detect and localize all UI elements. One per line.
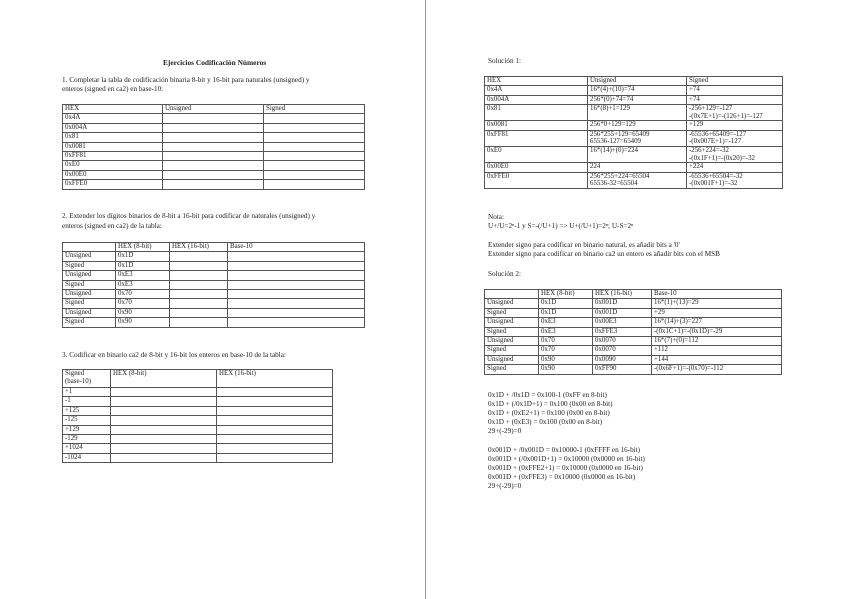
- calc-8bit-line-5: 29+(-29)=0: [488, 427, 522, 435]
- base10-cell: [228, 289, 365, 298]
- signed-line: -65536+65504=-32: [689, 172, 743, 180]
- signed-cell: [687, 163, 783, 172]
- signed-cell: [264, 123, 365, 132]
- extend-unsigned-note: Extender signo para codificar en binario natural, es añadir bits a '0': [488, 241, 680, 249]
- hex-cell: 0x81: [63, 133, 163, 142]
- table-row: [485, 163, 783, 172]
- table-row: [485, 121, 783, 130]
- base10-cell: 16*(1)+(13)=29: [652, 299, 782, 308]
- note-formula: U+/U=2ⁿ-1 y S=-(/U+1) => U+(/U+1)=2ⁿ; U-S=2ⁿ: [488, 222, 634, 230]
- table-row: [63, 123, 365, 132]
- type-cell: Unsigned: [485, 299, 539, 308]
- hex8-cell: [111, 406, 217, 415]
- signed-cell: [687, 172, 783, 188]
- table-row: [63, 299, 365, 308]
- hex16-cell: [170, 318, 228, 327]
- hex8-cell: 0x90: [539, 355, 593, 364]
- type-cell: Unsigned: [63, 289, 116, 298]
- signed-cell: [264, 161, 365, 170]
- hex8-cell: [111, 434, 217, 443]
- table-row: [63, 180, 365, 189]
- table-row: [63, 289, 365, 298]
- header-blank: [63, 243, 116, 252]
- hex8-cell: [111, 425, 217, 434]
- hex8-cell: 0x1D: [539, 299, 593, 308]
- unsigned-line: 16*(4)+(10)=74: [590, 86, 635, 94]
- question-3: 3. Codificar en binario ca2 de 8-bit y 16-bit los enteros en base-10 de la tabla:: [62, 351, 286, 359]
- type-cell: Signed: [485, 346, 539, 355]
- table-row: [63, 114, 365, 123]
- calc-16bit-line-4: 0x001D + (0xFFE3) = 0x10000 (0x0000 en 16-bit): [488, 473, 636, 481]
- exercise-title: Ejercicios Codificación Números: [163, 58, 267, 67]
- type-cell: Unsigned: [485, 318, 539, 327]
- table-row: [485, 355, 782, 364]
- table-row: [63, 388, 333, 397]
- table-row: [485, 299, 782, 308]
- hex-cell: 0xFF81: [485, 130, 588, 146]
- hex16-cell: [217, 434, 333, 443]
- type-cell: Signed: [485, 308, 539, 317]
- hex16-cell: [170, 289, 228, 298]
- table-row: [63, 318, 365, 327]
- table-row: [485, 308, 782, 317]
- unsigned-line: 224: [590, 163, 601, 171]
- table-row: [485, 327, 782, 336]
- solution-2-title: Solución 2:: [488, 270, 521, 278]
- unsigned-line-2: 65536-32=65504: [590, 180, 638, 188]
- hex16-cell: 0x0070: [593, 336, 652, 345]
- header-signed: Signed: [264, 105, 365, 114]
- calc-16bit-line-3: 0x001D + (0xFFE2+1) = 0x10000 (0x0000 en 16-bit): [488, 464, 643, 472]
- header-base-10: Base-10: [652, 290, 782, 299]
- hex16-cell: [170, 280, 228, 289]
- hex-cell: 0x4A: [485, 86, 588, 95]
- hex16-cell: 0x0090: [593, 355, 652, 364]
- hex16-cell: 0x001D: [593, 299, 652, 308]
- hex8-cell: [111, 388, 217, 397]
- signed-cell: [687, 86, 783, 95]
- signed-cell: [264, 114, 365, 123]
- hex-cell: 0x81: [485, 105, 588, 121]
- hex8-cell: 0x1D: [116, 261, 170, 270]
- hex8-cell: [111, 416, 217, 425]
- signed-cell: [264, 180, 365, 189]
- header-unsigned: Unsigned: [588, 77, 687, 86]
- base10-cell: [228, 261, 365, 270]
- hex16-cell: 0xFFE3: [593, 327, 652, 336]
- hex8-cell: 0x70: [539, 336, 593, 345]
- table-row: [63, 416, 333, 425]
- table-row: [63, 142, 365, 151]
- header-hex-16bit: HEX (16-bit): [217, 370, 333, 388]
- header-unsigned: Unsigned: [163, 105, 264, 114]
- hex-cell: 0xE0: [63, 161, 163, 170]
- type-cell: Signed: [63, 280, 116, 289]
- value-cell: +129: [63, 425, 111, 434]
- hex16-cell: [170, 271, 228, 280]
- hex16-cell: [217, 406, 333, 415]
- solution-1-title: Solución 1:: [488, 57, 521, 65]
- hex-cell: 0x0081: [485, 121, 588, 130]
- hex16-cell: [217, 388, 333, 397]
- hex8-cell: 0x70: [116, 299, 170, 308]
- hex8-cell: 0xE3: [539, 327, 593, 336]
- header-hex-16bit: HEX (16-bit): [170, 243, 228, 252]
- value-cell: +1: [63, 388, 111, 397]
- table-row: [63, 161, 365, 170]
- base10-cell: [228, 280, 365, 289]
- type-cell: Unsigned: [63, 308, 116, 317]
- hex8-cell: [111, 397, 217, 406]
- header-hex: HEX: [485, 77, 588, 86]
- signed-cell: [264, 170, 365, 179]
- table-row: [63, 444, 333, 453]
- hex-cell: 0xFFE0: [63, 180, 163, 189]
- table-row: [485, 130, 783, 146]
- table-header-row: [485, 290, 782, 299]
- value-cell: -1024: [63, 453, 111, 462]
- header-signed: Signed: [687, 77, 783, 86]
- type-cell: Signed: [63, 261, 116, 270]
- table-row: [485, 86, 783, 95]
- table-row: [63, 252, 365, 261]
- signed-line-2: -(0x001F+1)=-32: [689, 180, 738, 188]
- signed-cell: [687, 130, 783, 146]
- table-row: [63, 133, 365, 142]
- table-row: [63, 434, 333, 443]
- signed-cell: [264, 151, 365, 160]
- hex8-cell: [111, 453, 217, 462]
- base10-cell: -(0x6F+1)=-(0x70)=-112: [652, 365, 782, 374]
- header-signed-base10: [63, 370, 111, 388]
- unsigned-cell: [163, 133, 264, 142]
- table-row: [485, 318, 782, 327]
- hex8-cell: 0x90: [539, 365, 593, 374]
- signed-line: -256+224=-32: [689, 146, 729, 154]
- unsigned-line: 256*255+129=65409: [590, 130, 650, 138]
- table-row: [63, 425, 333, 434]
- signed-line: -65536+65409=-127: [689, 130, 747, 138]
- base10-cell: [228, 318, 365, 327]
- value-cell: -129: [63, 434, 111, 443]
- base10-cell: [228, 271, 365, 280]
- hex-cell: 0xFF81: [63, 151, 163, 160]
- base10-cell: +112: [652, 346, 782, 355]
- hex8-cell: 0x90: [116, 308, 170, 317]
- base10-cell: 16*(7)+(0)=112: [652, 336, 782, 345]
- base10-cell: +29: [652, 308, 782, 317]
- signed-cell: [687, 95, 783, 104]
- header-signed-label: Signed: [65, 370, 85, 377]
- header-hex-8bit: HEX (8-bit): [116, 243, 170, 252]
- question-2-line-2: enteros (signed en ca2) de la tabla:: [62, 222, 162, 230]
- calc-8bit-line-4: 0x1D + (0xE3) = 0x100 (0x00 en 8-bit): [488, 418, 603, 426]
- hex16-cell: 0x0070: [593, 346, 652, 355]
- unsigned-cell: [163, 161, 264, 170]
- solution-1-table: [484, 76, 783, 189]
- signed-line-2: -(0x007E+1)=-127: [689, 138, 742, 146]
- calc-8bit-line-1: 0x1D + /0x1D = 0x100-1 (0xFF en 8-bit): [488, 391, 607, 399]
- hex16-cell: [170, 261, 228, 270]
- signed-line-2: -(0x1F+1)=-(0x20)=-32: [689, 154, 756, 162]
- table-row: [485, 172, 783, 188]
- unsigned-cell: [163, 180, 264, 189]
- table-row: [63, 170, 365, 179]
- table-row: [63, 271, 365, 280]
- hex-cell: 0x00E0: [485, 163, 588, 172]
- base10-cell: 16*(14)+(3)=227: [652, 318, 782, 327]
- signed-line: +129: [689, 121, 704, 129]
- table-row: [485, 365, 782, 374]
- signed-cell: [264, 142, 365, 151]
- table-row: [485, 95, 783, 104]
- hex8-cell: 0x70: [116, 289, 170, 298]
- unsigned-cell: [163, 114, 264, 123]
- unsigned-cell: [163, 170, 264, 179]
- signed-cell: [687, 146, 783, 162]
- hex-cell: 0x004A: [63, 123, 163, 132]
- header-hex-8bit: HEX (8-bit): [539, 290, 593, 299]
- type-cell: Unsigned: [485, 336, 539, 345]
- type-cell: Unsigned: [63, 271, 116, 280]
- signed-line: -256+129=-127: [689, 105, 733, 113]
- base10-cell: +144: [652, 355, 782, 364]
- calc-16bit-line-1: 0x001D + /0x001D = 0x10000-1 (0xFFFF en 16-bit): [488, 446, 641, 454]
- extend-signed-note: Extender signo para codificar en binario ca2 un entero es añadir bits con el MSB: [488, 250, 720, 258]
- hex-cell: 0x00E0: [63, 170, 163, 179]
- hex-cell: 0x4A: [63, 114, 163, 123]
- table-1: [62, 104, 365, 190]
- hex8-cell: [111, 444, 217, 453]
- type-cell: Signed: [485, 327, 539, 336]
- unsigned-line-2: 65536-127=65409: [590, 138, 641, 146]
- hex8-cell: 0x1D: [116, 252, 170, 261]
- unsigned-line: 256*255+224=65504: [590, 172, 650, 180]
- value-cell: -125: [63, 416, 111, 425]
- table-row: [63, 397, 333, 406]
- hex16-cell: 0x001D: [593, 308, 652, 317]
- header-base-10: Base-10: [228, 243, 365, 252]
- unsigned-cell: [588, 95, 687, 104]
- hex8-cell: 0xE3: [116, 271, 170, 280]
- hex16-cell: [217, 425, 333, 434]
- hex8-cell: 0xE3: [539, 318, 593, 327]
- right-page: [426, 0, 848, 599]
- type-cell: Unsigned: [63, 252, 116, 261]
- table-row: [485, 336, 782, 345]
- hex16-cell: 0x00E3: [593, 318, 652, 327]
- value-cell: +1024: [63, 444, 111, 453]
- unsigned-cell: [163, 123, 264, 132]
- unsigned-cell: [588, 130, 687, 146]
- signed-cell: [264, 133, 365, 142]
- value-cell: -1: [63, 397, 111, 406]
- signed-line: +224: [689, 163, 704, 171]
- unsigned-cell: [588, 163, 687, 172]
- table-row: [63, 453, 333, 462]
- type-cell: Unsigned: [485, 355, 539, 364]
- unsigned-cell: [163, 151, 264, 160]
- table-row: [63, 151, 365, 160]
- calc-16bit-line-2: 0x001D + (/0x001D+1) = 0x10000 (0x0000 en 16-bit): [488, 455, 645, 463]
- hex8-cell: 0x1D: [539, 308, 593, 317]
- header-base10-label: (base-10): [65, 377, 92, 385]
- unsigned-cell: [588, 121, 687, 130]
- hex16-cell: [217, 416, 333, 425]
- signed-line: +74: [689, 95, 700, 103]
- type-cell: Signed: [63, 299, 116, 308]
- unsigned-cell: [588, 146, 687, 162]
- calc-16bit-line-5: 29+(-29)=0: [488, 482, 522, 490]
- hex-cell: 0xFFE0: [485, 172, 588, 188]
- unsigned-line: 16*(14)+(0)=224: [590, 146, 638, 154]
- hex8-cell: 0x70: [539, 346, 593, 355]
- header-hex-8bit: HEX (8-bit): [111, 370, 217, 388]
- hex16-cell: [217, 397, 333, 406]
- table-3: [62, 369, 333, 463]
- hex16-cell: [170, 299, 228, 308]
- question-2-line-1: 2. Extender los dígitos binarios de 8-bit a 16-bit para codificar de naturales (unsigned) y: [62, 212, 316, 220]
- table-row: [485, 146, 783, 162]
- table-row: [63, 308, 365, 317]
- header-hex-16bit: HEX (16-bit): [593, 290, 652, 299]
- base10-cell: [228, 299, 365, 308]
- unsigned-cell: [588, 105, 687, 121]
- table-header-row: [63, 105, 365, 114]
- calc-8bit-line-2: 0x1D + (/0x1D+1) = 0x100 (0x00 en 8-bit): [488, 400, 613, 408]
- note-label: Nota:: [488, 213, 504, 221]
- unsigned-line: 256*(0)+74=74: [590, 95, 634, 103]
- base10-cell: [228, 308, 365, 317]
- question-1-line-1: 1. Completar la tabla de codificación binaria 8-bit y 16-bit para naturales (unsigned) y: [62, 76, 310, 84]
- header-hex: HEX: [63, 105, 163, 114]
- signed-cell: [687, 121, 783, 130]
- table-row: [63, 280, 365, 289]
- hex-cell: 0xE0: [485, 146, 588, 162]
- signed-cell: [687, 105, 783, 121]
- signed-line: +74: [689, 86, 700, 94]
- hex16-cell: [170, 308, 228, 317]
- table-header-row: [485, 77, 783, 86]
- type-cell: Signed: [485, 365, 539, 374]
- base10-cell: -(0x1C+1)=-(0x1D)=-29: [652, 327, 782, 336]
- table-header-row: [63, 243, 365, 252]
- table-2: [62, 242, 365, 328]
- table-row: [485, 346, 782, 355]
- hex8-cell: 0x90: [116, 318, 170, 327]
- hex-cell: 0x004A: [485, 95, 588, 104]
- hex16-cell: [217, 444, 333, 453]
- table-row: [485, 105, 783, 121]
- header-blank: [485, 290, 539, 299]
- table-row: [63, 406, 333, 415]
- signed-line-2: -(0x7E+1)=-(126+1)=-127: [689, 112, 763, 120]
- hex16-cell: 0xFF90: [593, 365, 652, 374]
- unsigned-cell: [588, 172, 687, 188]
- hex16-cell: [217, 453, 333, 462]
- unsigned-line: 16*(8)+1=129: [590, 105, 630, 113]
- unsigned-line: 256*0+129=129: [590, 121, 636, 129]
- type-cell: Signed: [63, 318, 116, 327]
- solution-2-table: [484, 289, 782, 375]
- question-1-line-2: enteros (signed en ca2) en base-10:: [62, 85, 164, 93]
- hex16-cell: [170, 252, 228, 261]
- unsigned-cell: [163, 142, 264, 151]
- unsigned-cell: [588, 86, 687, 95]
- hex-cell: 0x0081: [63, 142, 163, 151]
- hex8-cell: 0xE3: [116, 280, 170, 289]
- base10-cell: [228, 252, 365, 261]
- calc-8bit-line-3: 0x1D + (0xE2+1) = 0x100 (0x00 en 8-bit): [488, 409, 610, 417]
- table-row: [63, 261, 365, 270]
- table-header-row: [63, 370, 333, 388]
- value-cell: +125: [63, 406, 111, 415]
